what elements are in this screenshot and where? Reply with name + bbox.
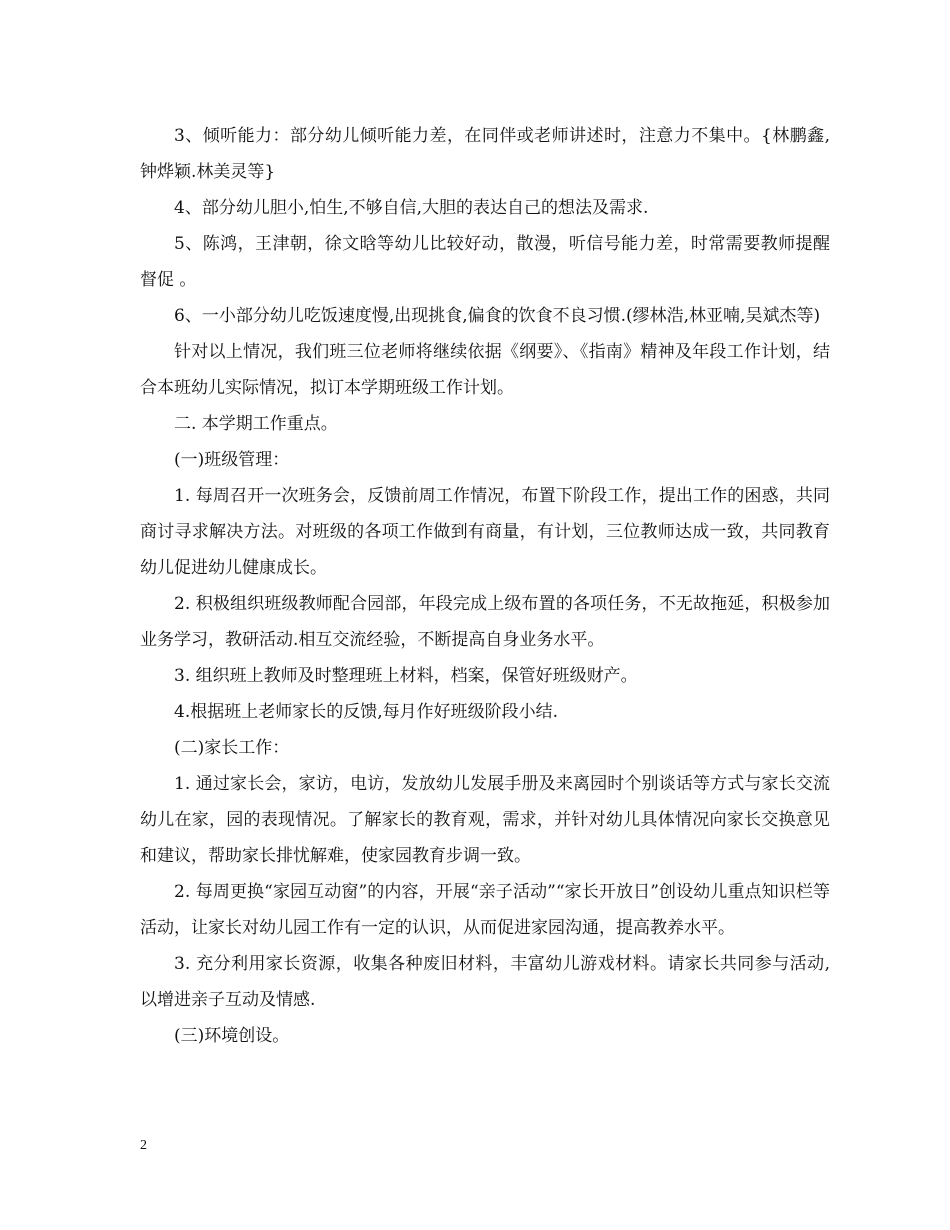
paragraph-parent-communication: 1. 通过家长会，家访，电访，发放幼儿发展手册及来离园时个别谈话等方式与家长交流幼儿在家，园的表现情况。了解家长的教育观，需求，并针对幼儿具体情况向家长交换意见和建议，帮助家长排忧解难，使家园教育步调一致。 [140,774,830,866]
subsection-heading-environment: (三)环境创设。 [174,1026,290,1046]
paragraph-plan-intro: 针对以上情况，我们班三位老师将继续依据《纲要》、《指南》精神及年段工作计划，结合本班幼儿实际情况，拟订本学期班级工作计划。 [140,342,830,398]
paragraph-active-children: 5、陈鸿，王津朝，徐文晗等幼儿比较好动，散漫，听信号能力差，时常需要教师提醒督促 。 [140,234,830,290]
paragraph-teacher-cooperation: 2. 积极组织班级教师配合园部，年段完成上级布置的各项任务，不无故拖延，积极参加业务学习，教研活动.相互交流经验，不断提高自身业务水平。 [140,594,830,650]
paragraph-material-organization: 3. 组织班上教师及时整理班上材料，档案，保管好班级财产。 [174,666,638,686]
paragraph-listening-ability: 3、倾听能力：部分幼儿倾听能力差，在同伴或老师讲述时，注意力不集中。{林鹏鑫,钟烨颖.林美灵等} [140,126,830,182]
subsection-heading-class-management: (一)班级管理： [174,450,290,470]
paragraph-timid-children: 4、部分幼儿胆小,怕生,不够自信,大胆的表达自己的想法及需求. [174,198,649,218]
paragraph-home-school-window: 2. 每周更换“家园互动窗”的内容，开展“亲子活动”“家长开放日”创设幼儿重点知识栏等活动，让家长对幼儿园工作有一定的认识，从而促进家园沟通，提高教养水平。 [140,882,830,938]
paragraph-monthly-summary: 4.根据班上老师家长的反馈,每月作好班级阶段小结. [174,702,559,722]
paragraph-eating-habits: 6、一小部分幼儿吃饭速度慢,出现挑食,偏食的饮食不良习惯.(缪林浩,林亚喃,吴斌杰等) [174,306,821,326]
section-heading-work-focus: 二. 本学期工作重点。 [174,414,338,434]
paragraph-parent-resources: 3. 充分利用家长资源，收集各种废旧材料，丰富幼儿游戏材料。请家长共同参与活动,以增进亲子互动及情感. [140,954,830,1010]
document-body [140,118,830,1054]
page-number: 2 [140,1138,147,1153]
paragraph-class-meeting: 1. 每周召开一次班务会，反馈前周工作情况，布置下阶段工作，提出工作的困惑，共同商讨寻求解决方法。对班级的各项工作做到有商量，有计划，三位教师达成一致，共同教育幼儿促进幼儿健康成长。 [140,486,830,578]
subsection-heading-parent-work: (二)家长工作： [174,738,290,758]
